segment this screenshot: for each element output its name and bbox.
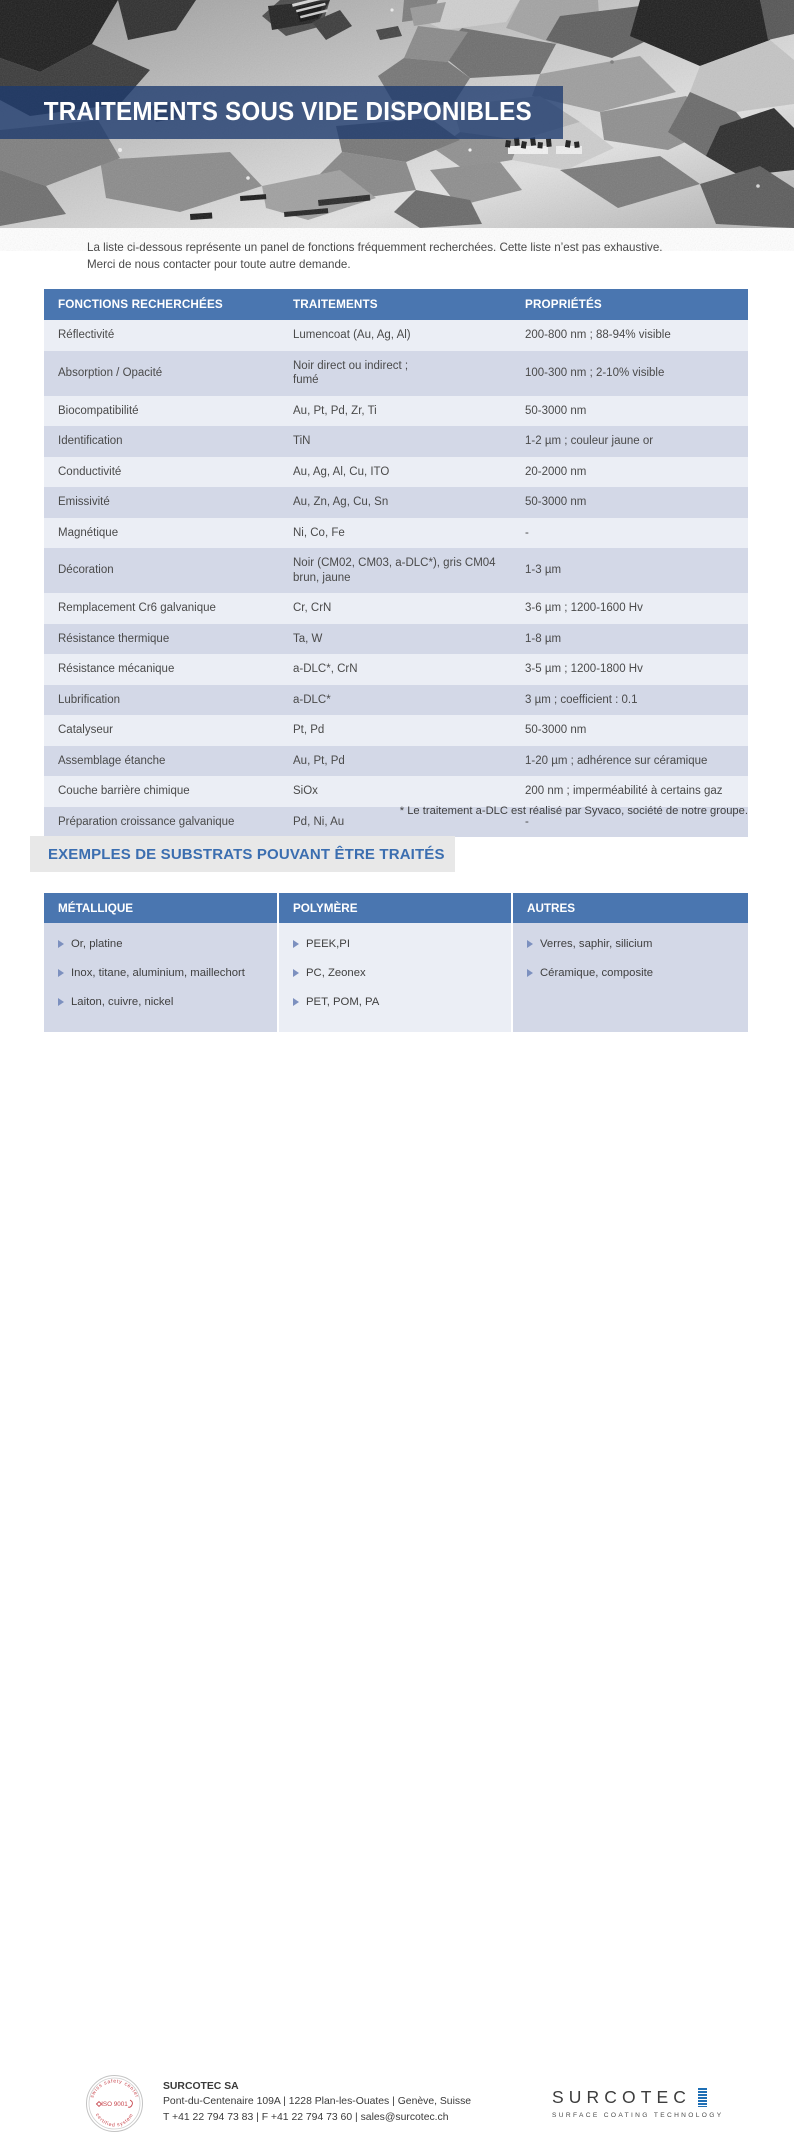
cell-traitement: Au, Pt, Pd (279, 746, 511, 777)
list-item-label: PET, POM, PA (306, 996, 380, 1008)
substrates-body-row (44, 923, 748, 1032)
cell-traitement: Ni, Co, Fe (279, 518, 511, 549)
cell-propriete: 100-300 nm ; 2-10% visible (511, 351, 748, 396)
cell-fonction: Préparation croissance galvanique (44, 807, 279, 838)
svg-text:ISO 9001: ISO 9001 (101, 2101, 128, 2108)
cell-fonction: Absorption / Opacité (44, 351, 279, 396)
company-address: Pont-du-Centenaire 109A | 1228 Plan-les-Ouates | Genève, Suisse (163, 2096, 472, 2108)
table-row (44, 776, 748, 807)
substrates-cell-metallique (44, 923, 279, 1032)
surcotec-logo (552, 2087, 727, 2119)
column-header-metallique: MÉTALLIQUE (44, 893, 279, 923)
intro-paragraph (87, 240, 727, 273)
list-item-label: PEEK,PI (306, 938, 350, 950)
iso-9001-seal-icon (84, 2073, 145, 2134)
cell-fonction: Lubrification (44, 685, 279, 716)
table-row (44, 518, 748, 549)
footnote: * Le traitement a-DLC est réalisé par Syvaco, société de notre groupe. (399, 805, 748, 817)
table-row (44, 624, 748, 655)
column-header-proprietes: PROPRIÉTÉS (511, 289, 748, 320)
triangle-bullet-icon (293, 940, 299, 948)
table-row (44, 396, 748, 427)
cell-traitement: Pt, Pd (279, 715, 511, 746)
cell-propriete: 1-8 µm (511, 624, 748, 655)
table-row (44, 487, 748, 518)
list-item (58, 995, 269, 1009)
cell-fonction: Magnétique (44, 518, 279, 549)
list-item-label: PC, Zeonex (306, 967, 366, 979)
substrates-cell-autres (513, 923, 748, 1032)
list-item (293, 937, 503, 951)
cell-propriete: 3-5 µm ; 1200-1800 Hv (511, 654, 748, 685)
cell-propriete: 200-800 nm ; 88-94% visible (511, 320, 748, 351)
cell-propriete: 200 nm ; imperméabilité à certains gaz (511, 776, 748, 807)
list-item (58, 966, 269, 980)
company-name: SURCOTEC SA (163, 2081, 239, 2092)
cell-traitement: a-DLC* (279, 685, 511, 716)
triangle-bullet-icon (527, 969, 533, 977)
table-header-row (44, 289, 748, 320)
triangle-bullet-icon (527, 940, 533, 948)
cell-fonction: Emissivité (44, 487, 279, 518)
logo-tagline: SURFACE COATING TECHNOLOGY (552, 2112, 724, 2119)
substrates-header-row (44, 893, 748, 923)
table-row (44, 715, 748, 746)
cell-propriete: 3-6 µm ; 1200-1600 Hv (511, 593, 748, 624)
cell-fonction: Conductivité (44, 457, 279, 488)
cell-fonction: Décoration (44, 548, 279, 593)
cell-fonction: Résistance mécanique (44, 654, 279, 685)
hero-title-banner (0, 86, 563, 139)
list-item-label: Or, platine (71, 938, 123, 950)
hero-section (0, 0, 794, 228)
list-item (58, 937, 269, 951)
column-header-traitements: TRAITEMENTS (279, 289, 511, 320)
column-header-polymere: POLYMÈRE (279, 893, 513, 923)
triangle-bullet-icon (58, 998, 64, 1006)
cell-fonction: Couche barrière chimique (44, 776, 279, 807)
cell-propriete: 3 µm ; coefficient : 0.1 (511, 685, 748, 716)
substrates-section-band (30, 836, 455, 872)
list-item (293, 966, 503, 980)
table-row (44, 548, 748, 593)
treatments-table-body (44, 320, 748, 837)
table-row (44, 593, 748, 624)
table-row (44, 654, 748, 685)
list-item (293, 995, 503, 1009)
triangle-bullet-icon (293, 969, 299, 977)
company-contact: T +41 22 794 73 83 | F +41 22 794 73 60 | sales@surcotec.ch (163, 2111, 449, 2123)
table-row (44, 685, 748, 716)
table-row (44, 351, 748, 396)
cell-propriete: 1-20 µm ; adhérence sur céramique (511, 746, 748, 777)
list-item-label: Céramique, composite (540, 967, 654, 979)
column-header-fonctions: FONCTIONS RECHERCHÉES (44, 289, 279, 320)
triangle-bullet-icon (58, 940, 64, 948)
cell-traitement: Noir (CM02, CM03, a-DLC*), gris CM04 brun, jaune (279, 548, 511, 593)
cell-traitement: Pd, Ni, Au (279, 807, 511, 838)
cell-traitement: Cr, CrN (279, 593, 511, 624)
column-header-autres: AUTRES (513, 893, 748, 923)
cell-fonction: Résistance thermique (44, 624, 279, 655)
cell-fonction: Remplacement Cr6 galvanique (44, 593, 279, 624)
footer (0, 1036, 794, 2129)
cell-traitement: a-DLC*, CrN (279, 654, 511, 685)
cell-traitement: Au, Ag, Al, Cu, ITO (279, 457, 511, 488)
cell-propriete: 50-3000 nm (511, 396, 748, 427)
cell-traitement: Au, Zn, Ag, Cu, Sn (279, 487, 511, 518)
cell-propriete: 50-3000 nm (511, 487, 748, 518)
cell-traitement: TiN (279, 426, 511, 457)
cell-traitement: Ta, W (279, 624, 511, 655)
triangle-bullet-icon (58, 969, 64, 977)
logo-stripes-icon (698, 2088, 707, 2107)
table-row (44, 457, 748, 488)
svg-text:certified system: certified system (93, 2112, 136, 2129)
cell-traitement: Lumencoat (Au, Ag, Al) (279, 320, 511, 351)
list-item-label: Inox, titane, aluminium, maillechort (71, 967, 245, 979)
table-row (44, 320, 748, 351)
cell-traitement: Au, Pt, Pd, Zr, Ti (279, 396, 511, 427)
substrates-table (44, 893, 748, 1032)
cell-fonction: Assemblage étanche (44, 746, 279, 777)
cell-propriete: - (511, 518, 748, 549)
list-item (527, 966, 740, 980)
svg-text:swiss safety center: swiss safety center (89, 2078, 140, 2099)
cell-propriete: 50-3000 nm (511, 715, 748, 746)
page-title: TRAITEMENTS SOUS VIDE DISPONIBLES (43, 98, 532, 126)
cell-fonction: Identification (44, 426, 279, 457)
logo-wordmark: SURCOTEC (552, 2087, 691, 2107)
cell-propriete: 1-2 µm ; couleur jaune or (511, 426, 748, 457)
table-row (44, 426, 748, 457)
cell-propriete: 1-3 µm (511, 548, 748, 593)
substrate-list-metallique (44, 923, 277, 1032)
cell-propriete: 20-2000 nm (511, 457, 748, 488)
footer-contact-block (163, 2079, 471, 2125)
cell-traitement: Noir direct ou indirect ; fumé (279, 351, 511, 396)
cell-traitement: SiOx (279, 776, 511, 807)
intro-line-1: La liste ci-dessous représente un panel de fonctions fréquemment recherchées. Cette liste n’est pas exhaustive. (87, 241, 663, 254)
substrate-list-polymere (279, 923, 511, 1032)
substrates-cell-polymere (279, 923, 513, 1032)
cell-fonction: Réflectivité (44, 320, 279, 351)
substrate-list-autres (513, 923, 748, 1003)
list-item (527, 937, 740, 951)
cell-fonction: Catalyseur (44, 715, 279, 746)
list-item-label: Verres, saphir, silicium (540, 938, 653, 950)
intro-line-2: Merci de nous contacter pour toute autre demande. (87, 257, 351, 271)
treatments-table (44, 289, 748, 837)
list-item-label: Laiton, cuivre, nickel (71, 996, 174, 1008)
cell-fonction: Biocompatibilité (44, 396, 279, 427)
substrates-section-heading: EXEMPLES DE SUBSTRATS POUVANT ÊTRE TRAITÉS (48, 845, 445, 863)
cell-propriete: - (511, 807, 748, 838)
triangle-bullet-icon (293, 998, 299, 1006)
table-row (44, 746, 748, 777)
